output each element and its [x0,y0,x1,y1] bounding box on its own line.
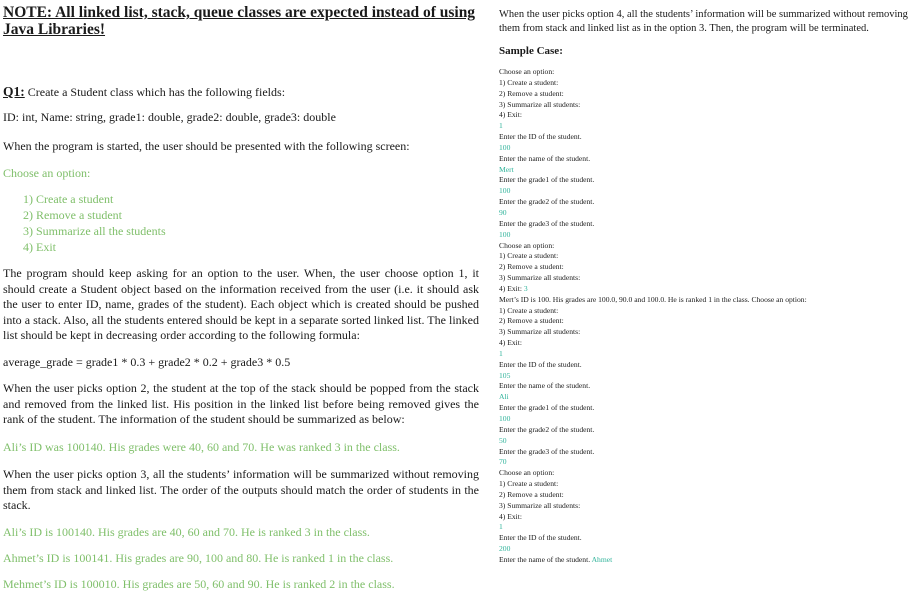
console-output-line: Enter the grade1 of the student. [499,175,595,185]
console-input-line: 100 [499,229,511,239]
question-text: Create a Student class which has the following fields: [24,85,286,99]
console-output-line: Choose an option: [499,67,555,76]
console-output-line: 4) Exit: [499,338,522,348]
console-output-line: Choose an option: [499,240,555,250]
console-output-line: 1) Create a student: [499,305,559,315]
choose-option-text: Choose an option: [3,166,91,180]
option2-paragraph: When the user picks option 2, the student at the top of the stack should be popped from the stack and removed from the linked list. His position in the linked list before being removed gives the rank of the student. The information of the student should be summarized as below: [3,381,479,426]
console-output-line: Enter the ID of the student. [499,132,582,142]
console-input-line: 50 [499,435,507,445]
console-output-line: Enter the grade2 of the student. [499,197,595,207]
console-output-line: Enter the ID of the student. [499,359,582,369]
console-output-line: Enter the name of the student. [499,153,591,163]
console-inline-input: Ahmet [591,554,613,564]
console-output-line: 1) Create a student: [499,479,559,489]
console-input-line: 100 [499,186,511,196]
sample-case-title: Sample Case: [499,45,563,57]
console-output-line: Choose an option: [499,468,555,478]
console-output-line: Enter the grade3 of the student. [499,446,595,456]
console-output-line: 3) Summarize all students: [499,273,581,283]
console-output-line: Mert’s ID is 100. His grades are 100.0, 90.0 and 100.0. He is ranked 1 in the class. Choose an option: [499,294,807,304]
question-1 [3,84,285,100]
console-input-line: 1 [499,121,503,131]
console-input-line: Ali [499,392,509,402]
console-input-line: 105 [499,370,511,380]
average-formula: average_grade = grade1 * 0.3 + grade2 * 0.2 + grade3 * 0.5 [3,355,291,369]
console-output-line: 1) Create a student: [499,251,559,261]
console-output-line: Enter the grade2 of the student. [499,424,595,434]
console-input-line: 1 [499,522,503,532]
console-input-line: 70 [499,457,507,467]
console-output-line: 4) Exit: [499,110,522,120]
console-output-line: 3) Summarize all students: [499,327,581,337]
console-input-line: 90 [499,207,507,217]
console-input-line: 100 [499,142,511,152]
console-output-line: 1) Create a student: [499,77,559,87]
console-input-line: Mert [499,164,514,174]
program-start-text: When the program is started, the user should be presented with the following screen: [3,139,410,153]
console-output-line: Enter the name of the student. [499,381,591,391]
console-output-line: 2) Remove a student: [499,489,564,499]
console-input-line: 100 [499,414,511,423]
console-output-line: Enter the grade3 of the student. [499,218,595,228]
left-column [3,4,479,591]
menu-item-create: 1) Create a student [23,192,114,206]
console-output-line: Enter the ID of the student. [499,533,582,543]
console-input-line: 1 [499,348,503,358]
option2-example: Ali’s ID was 100140. His grades were 40, 60 and 70. He was ranked 3 in the class. [3,440,400,454]
console-output-line: 2) Remove a student: [499,316,564,326]
menu-item-remove: 2) Remove a student [23,208,122,222]
console-output-line: 4) Exit: 3 [499,283,528,293]
option1-paragraph: The program should keep asking for an option to the user. When, the user choose option 1, it should create a Student object based on the information received from the user (i.e. it should ask the user to enter ID, name, grades of the student). Each object which is created should be pushed into a stack. Also, all the students entered should be kept in a separate sorted linked list. The linked list should be kept in decreasing order according to the following formula: [3,266,479,342]
console-output-line: 2) Remove a student: [499,88,564,98]
option3-paragraph: When the user picks option 3, all the students’ information will be summarized without removing them from stack and linked list. The order of the outputs should match the order of students in the stack. [3,467,479,512]
option3-example-2: Ahmet’s ID is 100141. His grades are 90, 100 and 80. He is ranked 1 in the class. [3,551,394,565]
note-heading: NOTE: All linked list, stack, queue classes are expected instead of using Java Libraries! [3,4,476,38]
fields-line: ID: int, Name: string, grade1: double, grade2: double, grade3: double [3,110,336,124]
console-output-line: 3) Summarize all students: [499,99,581,109]
console-output-line: Enter the grade1 of the student. [499,403,595,413]
option3-example-3: Mehmet’s ID is 100010. His grades are 50, 60 and 90. He is ranked 2 in the class. [3,577,395,591]
menu-item-exit: 4) Exit [23,240,56,254]
right-column [499,8,919,564]
console-output-line: 3) Summarize all students: [499,500,581,510]
question-label: Q1: [3,84,25,99]
option4-paragraph: When the user picks option 4, all the students’ information will be summarized without removing them from stack and linked list as in the option 3. Then, the program will be terminated. [499,9,908,34]
sample-console-output [499,67,919,566]
console-output-line: 4) Exit: [499,511,522,521]
console-inline-input: 3 [523,283,528,293]
console-output-line: 2) Remove a student: [499,262,564,272]
console-output-line: Enter the name of the student. Ahmet [499,554,613,564]
menu-item-summarize: 3) Summarize all the students [23,224,166,238]
option3-example-1: Ali’s ID is 100140. His grades are 40, 60 and 70. He is ranked 3 in the class. [3,525,370,539]
console-input-line: 200 [499,544,511,554]
